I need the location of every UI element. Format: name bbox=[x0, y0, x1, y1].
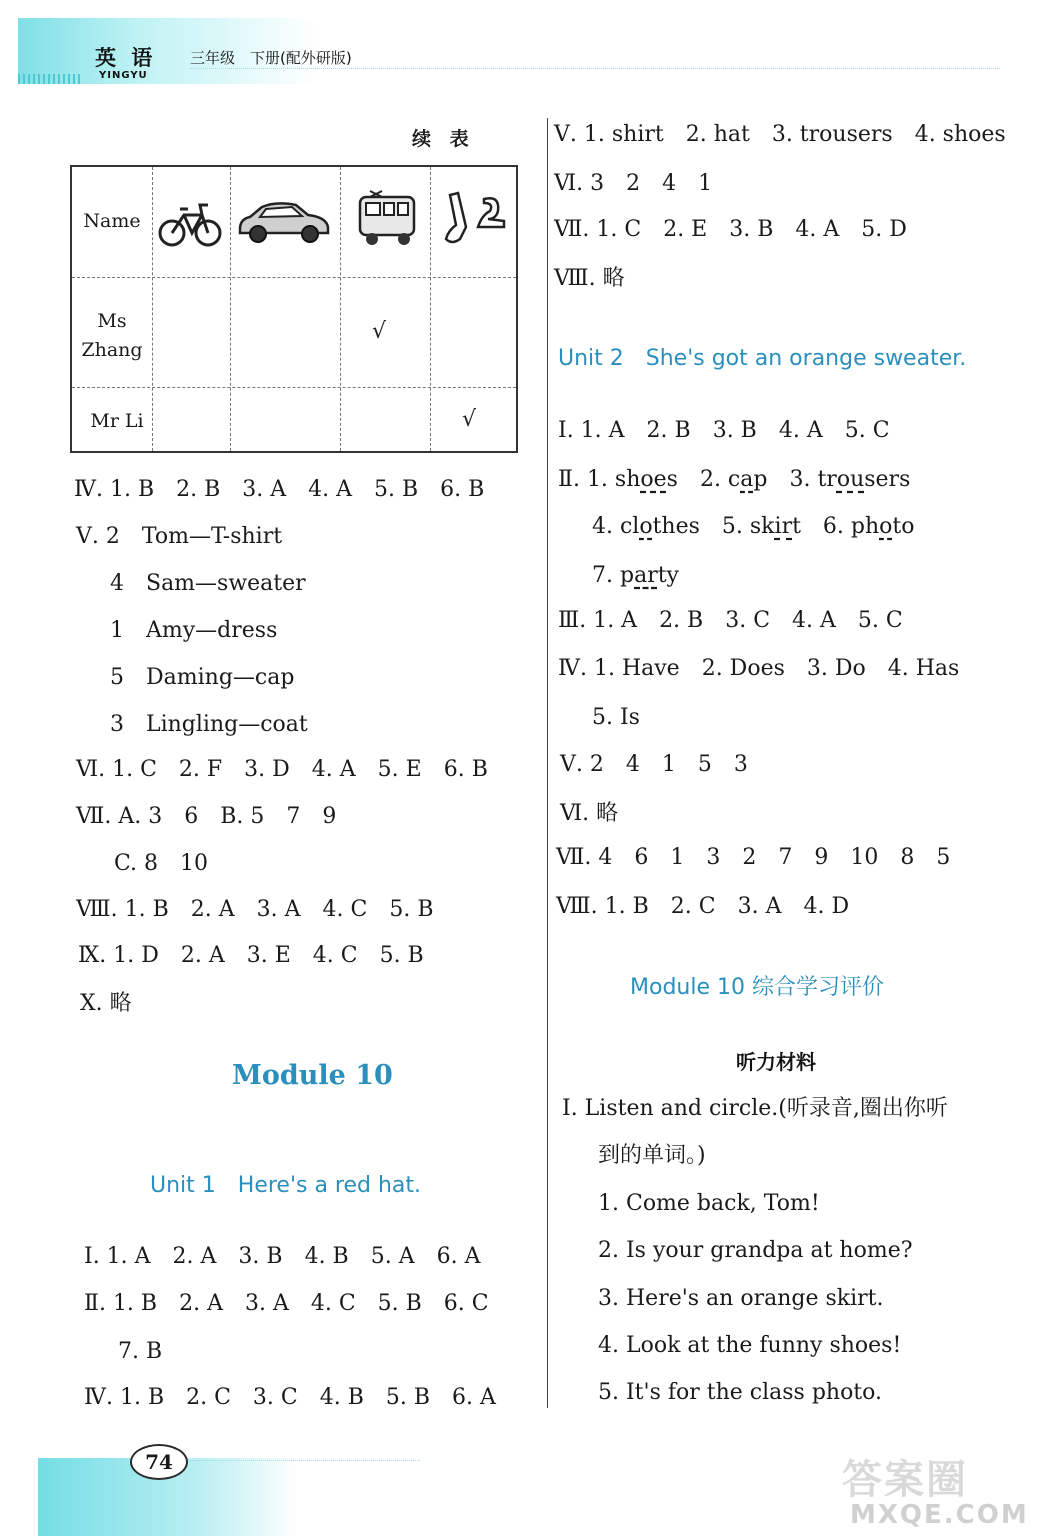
module-eval-title: Module 10 综合学习评价 bbox=[630, 975, 884, 1000]
answer-line: Ⅴ. 2 Tom—T-shirt bbox=[76, 524, 283, 549]
listening-item: 4. Look at the funny shoes! bbox=[598, 1333, 902, 1358]
answer-line: Ⅰ. 1. A 2. B 3. B 4. A 5. C bbox=[558, 418, 890, 443]
unit2-title: Unit 2 She's got an orange sweater. bbox=[558, 346, 967, 371]
answer-line: Ⅹ. 略 bbox=[80, 991, 132, 1016]
listening-instruction: Ⅰ. Listen and circle.(听录音,圈出你听 bbox=[562, 1096, 948, 1121]
answer-line: Ⅸ. 1. D 2. A 3. E 4. C 5. B bbox=[78, 943, 424, 968]
answer-line: Ⅳ. 1. B 2. B 3. A 4. A 5. B 6. B bbox=[74, 477, 485, 502]
answer-line: 7. party bbox=[592, 563, 679, 588]
page-number: 74 bbox=[130, 1444, 188, 1480]
answer-table bbox=[70, 165, 518, 453]
answer-line: 7. B bbox=[118, 1339, 163, 1364]
listening-title: 听力材料 bbox=[736, 1050, 816, 1074]
header-stripes bbox=[18, 74, 80, 84]
watermark-url: MXQE.COM bbox=[850, 1500, 1029, 1530]
answer-line: Ⅱ. 1. B 2. A 3. A 4. C 5. B 6. C bbox=[84, 1291, 489, 1316]
subject-title: 英 语 bbox=[95, 46, 157, 70]
answer-line: Ⅷ. 略 bbox=[554, 266, 625, 291]
answer-line: Ⅷ. 1. B 2. C 3. A 4. D bbox=[556, 894, 850, 919]
answer-line: Ⅳ. 1. Have 2. Does 3. Do 4. Has bbox=[558, 656, 960, 681]
answer-line: 4 Sam—sweater bbox=[110, 571, 306, 596]
answer-line: Ⅵ. 略 bbox=[560, 801, 619, 826]
car-icon bbox=[236, 199, 332, 249]
listening-item: 3. Here's an orange skirt. bbox=[598, 1286, 884, 1311]
watermark-logo: 答案圈 bbox=[842, 1457, 968, 1503]
answer-line: Ⅴ. 2 4 1 5 3 bbox=[560, 752, 748, 777]
answer-line: 3 Lingling—coat bbox=[110, 712, 308, 737]
answer-line: Ⅵ. 1. C 2. F 3. D 4. A 5. E 6. B bbox=[76, 757, 488, 782]
continued-label: 续 表 bbox=[412, 128, 475, 150]
listening-item: 5. It's for the class photo. bbox=[598, 1380, 883, 1405]
column-divider bbox=[547, 118, 548, 1408]
bus-icon bbox=[352, 189, 420, 253]
listening-item: 2. Is your grandpa at home? bbox=[598, 1238, 913, 1263]
check-mark: √ bbox=[462, 407, 477, 432]
answer-line: 5. Is bbox=[592, 705, 640, 730]
row-name: Ms Zhang bbox=[81, 310, 143, 361]
row-name: Mr Li bbox=[90, 410, 144, 432]
subject-pinyin: YINGYU bbox=[99, 70, 148, 81]
answer-line: Ⅲ. 1. A 2. B 3. C 4. A 5. C bbox=[558, 608, 903, 633]
unit1-title: Unit 1 Here's a red hat. bbox=[150, 1173, 422, 1198]
check-mark: √ bbox=[372, 319, 387, 344]
shoes-icon bbox=[438, 189, 510, 251]
answer-line: C. 8 10 bbox=[114, 851, 209, 876]
listening-item: 1. Come back, Tom! bbox=[598, 1191, 820, 1216]
footer-dots bbox=[190, 1460, 420, 1461]
answer-line: Ⅵ. 3 2 4 1 bbox=[554, 171, 713, 196]
answer-line: Ⅶ. 4 6 1 3 2 7 9 10 8 5 bbox=[556, 845, 951, 870]
name-header: Name bbox=[83, 210, 141, 232]
header-divider bbox=[190, 68, 1000, 69]
answer-line: Ⅷ. 1. B 2. A 3. A 4. C 5. B bbox=[76, 897, 434, 922]
grade-label: 三年级 下册(配外研版) bbox=[190, 49, 352, 67]
answer-line: 4. clothes 5. skirt 6. photo bbox=[592, 514, 915, 539]
module-title: Module 10 bbox=[232, 1060, 393, 1091]
answer-line: Ⅰ. 1. A 2. A 3. B 4. B 5. A 6. A bbox=[84, 1244, 481, 1269]
answer-line: Ⅴ. 1. shirt 2. hat 3. trousers 4. shoes bbox=[554, 122, 1006, 147]
answer-line: Ⅶ. A. 3 6 B. 5 7 9 bbox=[76, 804, 337, 829]
listening-instruction: 到的单词。) bbox=[598, 1143, 706, 1168]
answer-line: 1 Amy—dress bbox=[110, 618, 278, 643]
answer-line: Ⅳ. 1. B 2. C 3. C 4. B 5. B 6. A bbox=[84, 1385, 496, 1410]
answer-line: Ⅱ. 1. shoes 2. cap 3. trousers bbox=[558, 467, 911, 492]
bicycle-icon bbox=[158, 197, 222, 253]
answer-line: 5 Daming—cap bbox=[110, 665, 295, 690]
answer-line: Ⅶ. 1. C 2. E 3. B 4. A 5. D bbox=[554, 217, 907, 242]
